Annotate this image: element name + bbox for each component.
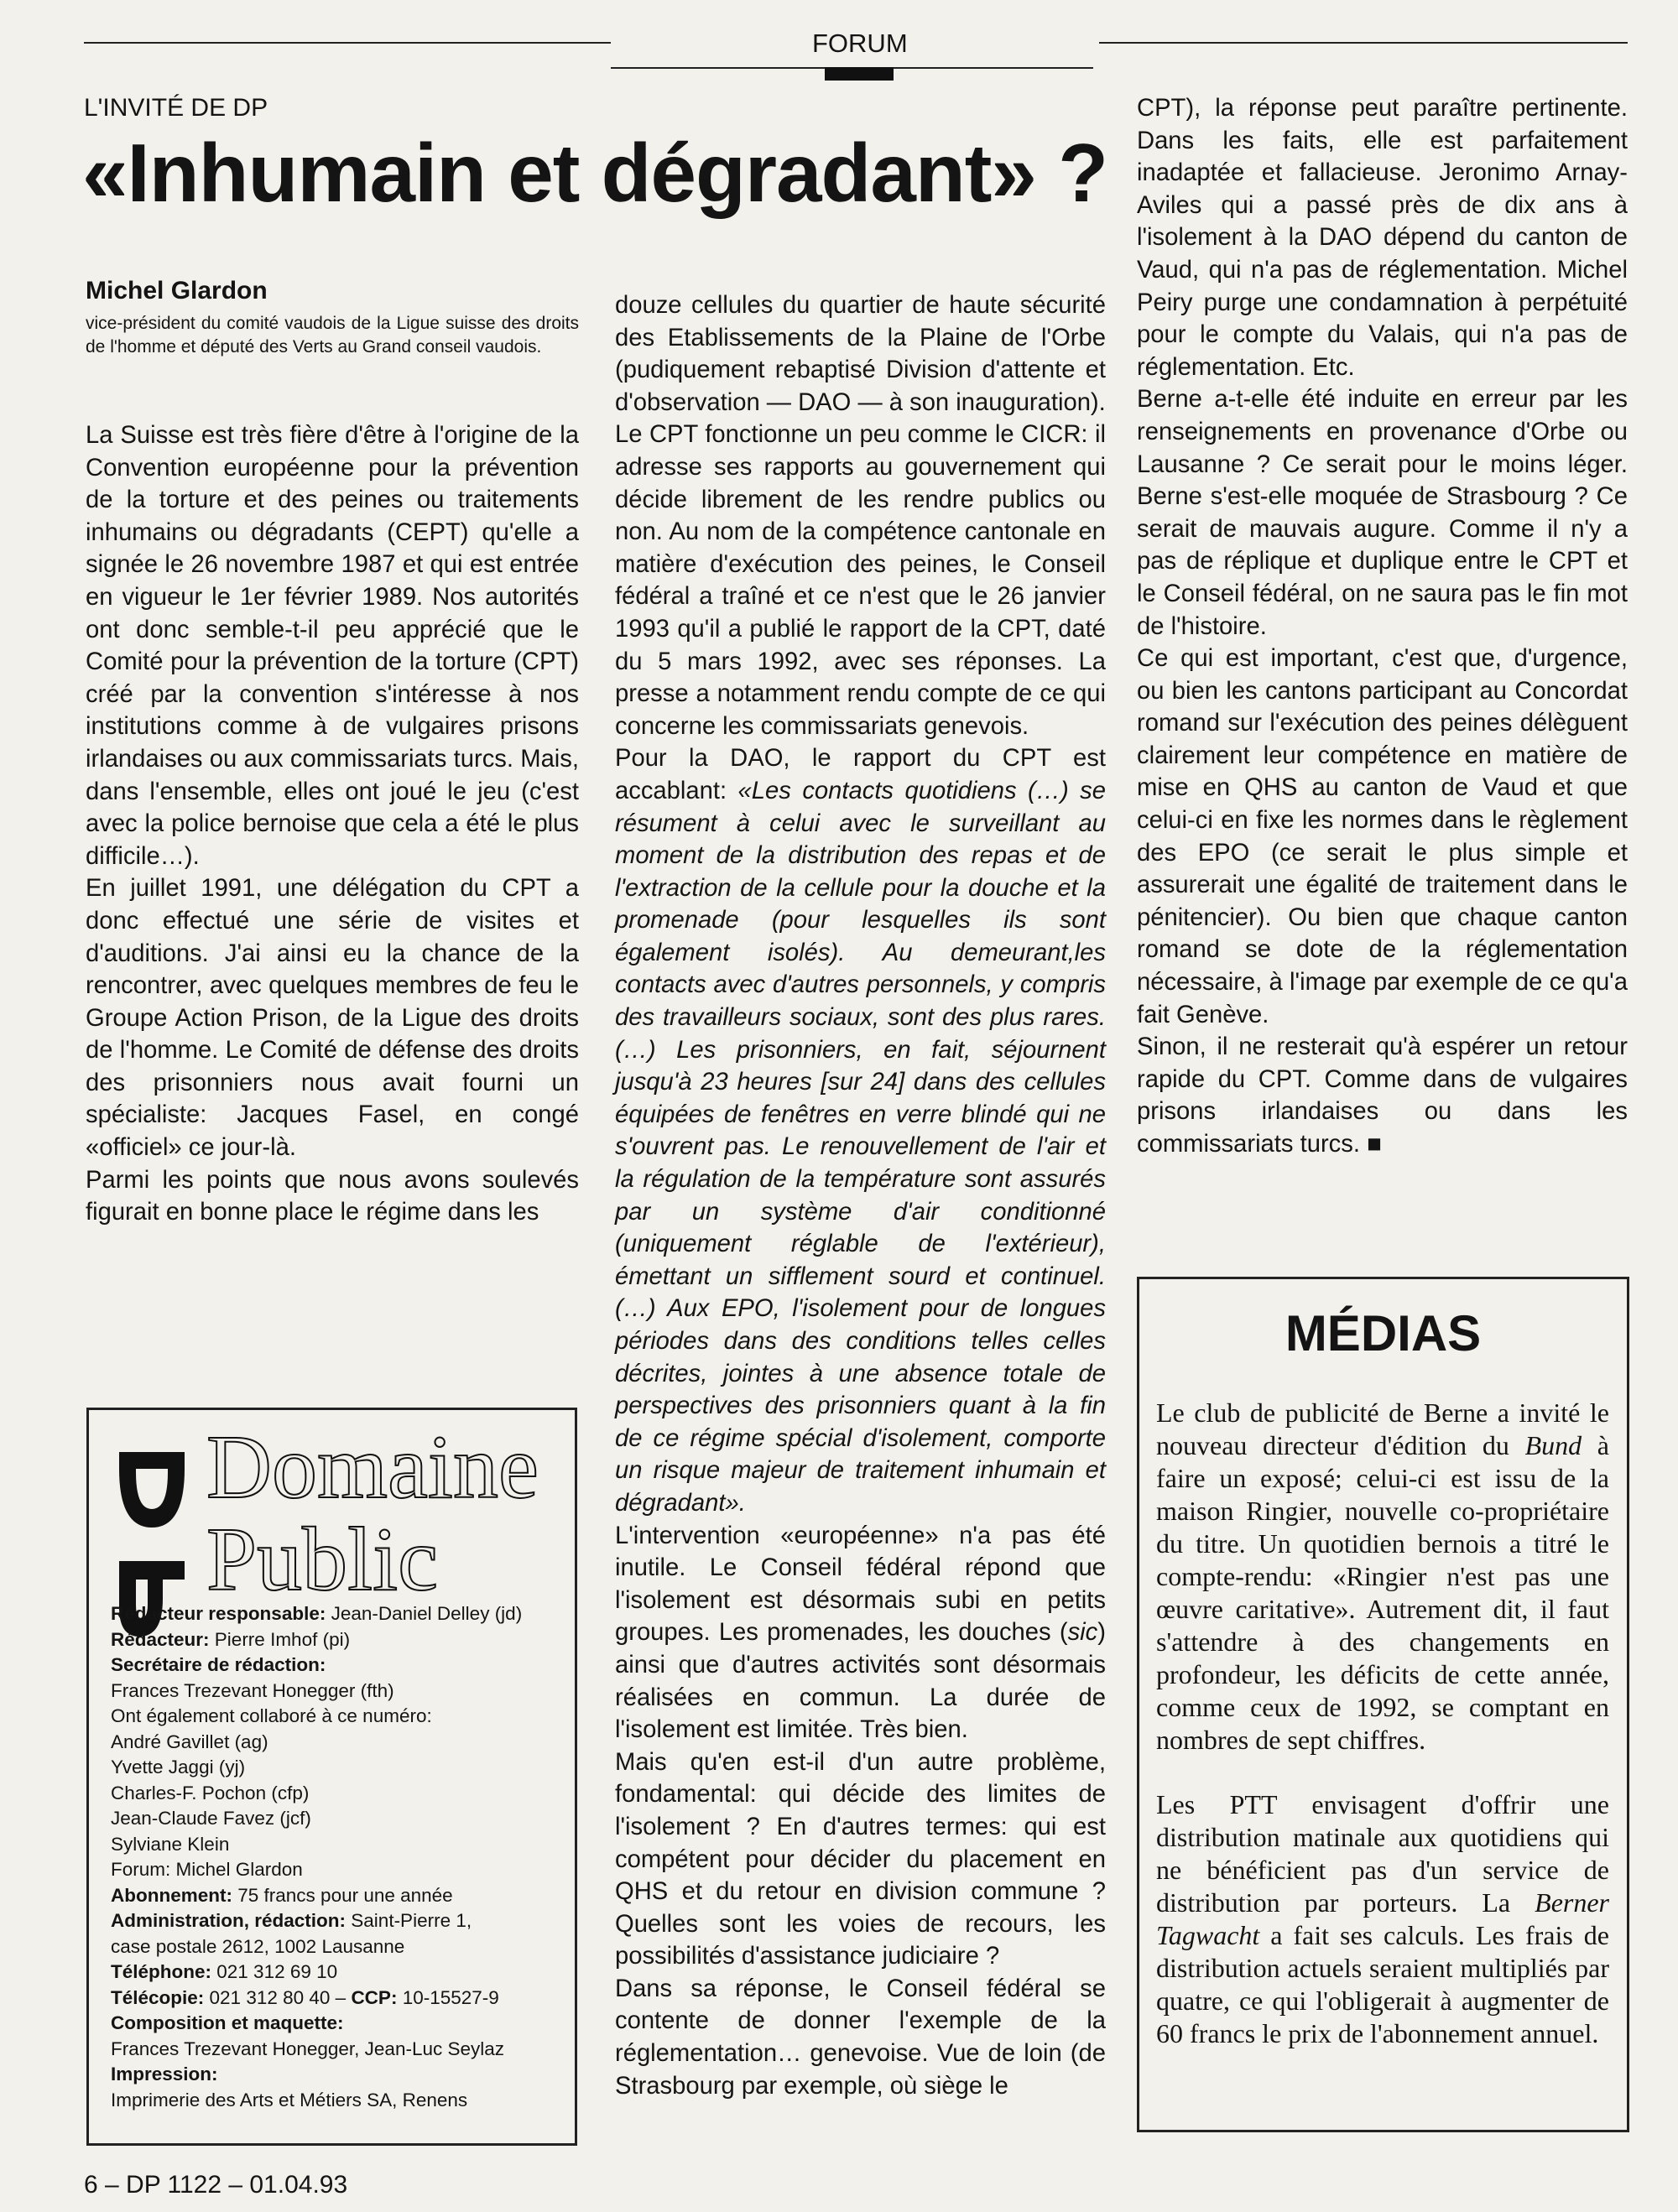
header-rule-left — [84, 42, 611, 44]
quote-lead: Pour la DAO, le rapport du CPT est accablant: — [615, 745, 1106, 804]
masthead-box — [86, 1408, 577, 2146]
credit-line — [111, 1781, 564, 1807]
article-paragraph: En juillet 1991, une délégation du CPT a donc effectué une série de visites et d'auditions. J'ai ainsi eu la chance de la rencontrer, avec quelques membres de feu le Groupe Action Prison, de la Ligue des droits de l'homme. Le Comité de défense des droits des prisonniers nous avait fourni un spécialiste: Jacques Fasel, en congé «officiel» ce jour-là. — [86, 875, 579, 1162]
credit-value: 021 312 80 40 – — [204, 1986, 352, 2008]
credit-line — [111, 2037, 564, 2063]
credit-line — [111, 1679, 564, 1705]
medias-text — [1156, 1397, 1609, 2082]
article-paragraph: La Suisse est très fière d'être à l'origine de la Convention européenne pour la prévention de la torture et des peines ou traitements inhumains ou dégradants (CEPT) qu'elle a signée le 26 novembre 1987 et qui est entrée en vigueur le 1er février 1989. Nos autorités ont donc semble-t-il peu apprécié que le Comité pour la prévention de la torture (CPT) créé par la convention s'intéresse à nos institutions comme à de vulgaires prisons irlandaises ou aux commissariats turcs. Mais, dans l'ensemble, elles ont joué le jeu (c'est avec la police bernoise que cela a été le plus difficile…). — [86, 422, 579, 870]
credit-value: case postale 2612, 1002 Lausanne — [111, 1935, 405, 1957]
credit-value: Charles-F. Pochon (cfp) — [111, 1782, 310, 1803]
text-run: Les PTT envisagent d'offrir une distribution matinale aux quotidiens qui ne bénéficient pas d'un service de distribution par porteurs. La — [1156, 1789, 1609, 1918]
article-paragraph: Le CPT fonctionne un peu comme le CICR: il adresse ses rapports au gouvernement qui décide librement de les rendre publics ou non. Au nom de la compétence cantonale en matière d'exécution des peines, le Conseil fédéral a traîné et ce n'est que le 26 janvier 1993 qu'il a publié le rapport de la CPT, daté du 5 mars 1992, avec ses réponses. La presse a notamment rendu compte de ce qui concerne les commissariats genevois. — [615, 421, 1106, 740]
text-run: Le club de publicité de Berne a invité le nouveau directeur d'édition du — [1156, 1397, 1609, 1460]
article-paragraph: Dans sa réponse, le Conseil fédéral se contente de donner l'exemple de la réglementation… genevoise. Vue de loin (de Strasbourg par exemple, où siège le — [615, 1975, 1106, 2100]
masthead-title-line-1: Domaine — [206, 1418, 539, 1517]
article-paragraph: Mais qu'en est-il d'un autre problème, fondamental: qui décide des limites de l'isolement ? En d'autres termes: qui est compétent pour décider du placement en QHS et du retour en division commune ? Quelles sont les voies de recours, les possibilités d'assistance judiciaire ? — [615, 1748, 1106, 1970]
credit-value: André Gavillet (ag) — [111, 1731, 268, 1752]
credit-value: Jean-Claude Favez (jcf) — [111, 1808, 311, 1829]
credit-label: Abonnement: — [111, 1884, 232, 1906]
publication-name: Bund — [1524, 1430, 1582, 1460]
credit-line — [111, 1986, 564, 2012]
credit-line — [111, 1755, 564, 1781]
credit-value: Sylviane Klein — [111, 1833, 230, 1855]
article-paragraph: douze cellules du quartier de haute sécurité des Etablissements de la Plaine de l'Orbe (pudiquement rebaptisé Division d'attente et d'observation — DAO — à son inauguration). — [615, 292, 1106, 416]
credit-value: Frances Trezevant Honegger, Jean-Luc Seylaz — [111, 2038, 505, 2059]
credit-label: Secrétaire de rédaction: — [111, 1654, 326, 1675]
headline: «Inhumain et dégradant» ? — [82, 127, 1107, 219]
credit-line — [111, 1857, 564, 1883]
credit-line — [111, 1627, 564, 1653]
credit-value: Frances Trezevant Honegger (fth) — [111, 1679, 394, 1701]
credit-value: Ont également collaboré à ce numéro: — [111, 1705, 432, 1726]
credit-value: Saint-Pierre 1, — [346, 1910, 472, 1931]
credit-line — [111, 2011, 564, 2037]
credit-line — [111, 1908, 564, 1934]
credit-value: 75 francs pour une année — [232, 1884, 453, 1906]
article-paragraph: Sinon, il ne resterait qu'à espérer un retour rapide du CPT. Comme dans de vulgaires prisons irlandaises ou dans les commissariats turcs. ■ — [1137, 1033, 1628, 1158]
credit-label: Rédacteur: — [111, 1628, 210, 1650]
article-paragraph: Ce qui est important, c'est que, d'urgence, ou bien les cantons participant au Concordat romand sur l'exécution des peines délèguent clairement leur compétence en matière de mise en QHS au canton de Vaud et que celui-ci en fixe les normes dans le règlement des EPO (ce serait le plus simple et assurerait une égalité de traitement dans le pénitencier). Ou bien que chaque canton romand se dote de la réglementation nécessaire, à l'image par exemple de ce qu'a fait Genève. — [1137, 645, 1628, 1028]
credit-label: Administration, rédaction: — [111, 1910, 347, 1931]
masthead-title — [206, 1418, 539, 1610]
credit-value: Imprimerie des Arts et Métiers SA, Renens — [111, 2089, 468, 2111]
article-paragraph-quote — [615, 742, 1106, 1519]
credit-value: Jean-Daniel Delley (jd) — [326, 1603, 523, 1624]
article-paragraph: Parmi les points que nous avons soulevés figurait en bonne place le régime dans les — [86, 1166, 579, 1226]
article-column-2 — [615, 289, 1106, 2102]
credit-line — [111, 2088, 564, 2114]
masthead-credits — [111, 1601, 564, 2113]
medias-paragraph — [1156, 1788, 1609, 2050]
article-column-1 — [86, 419, 579, 1229]
credit-value: Forum: Michel Glardon — [111, 1859, 303, 1880]
credit-line — [111, 1832, 564, 1858]
publication-name: Berner Tagwacht — [1156, 1887, 1609, 1950]
credit-value: 10-15527-9 — [397, 1986, 499, 2008]
credit-line — [111, 1934, 564, 1960]
credit-line — [111, 2062, 564, 2088]
credit-value: Pierre Imhof (pi) — [209, 1628, 351, 1650]
medias-box — [1137, 1277, 1629, 2132]
credit-label: Composition et maquette: — [111, 2012, 344, 2033]
credit-line — [111, 1652, 564, 1679]
credit-line — [111, 1730, 564, 1756]
text-run: L'intervention «européenne» n'a pas été inutile. Le Conseil fédéral répond que l'isolement est désormais subi en petits groupes. Les promenades, les douches ( — [615, 1522, 1106, 1647]
medias-paragraph — [1156, 1397, 1609, 1757]
sic-note: sic — [1067, 1619, 1098, 1647]
credit-line — [111, 1883, 564, 1909]
author-bio: vice-président du comité vaudois de la Ligue suisse des droits de l'homme et député des Verts au Grand conseil vaudois. — [86, 314, 579, 357]
header-rule-right — [1099, 42, 1628, 44]
medias-title: MÉDIAS — [1285, 1305, 1482, 1361]
article-paragraph — [615, 1520, 1106, 1746]
credit-value: 021 312 69 10 — [211, 1961, 338, 1982]
author-name: Michel Glardon — [86, 277, 268, 304]
section-label: FORUM — [812, 29, 908, 58]
text-run: a fait ses calculs. Les frais de distribution actuels seraient multipliés par quatre, ce qui l'obligerait à augmenter de 60 francs le prix de l'abonnement annuel. — [1156, 1920, 1609, 2048]
credit-label: Téléphone: — [111, 1961, 212, 1982]
text-run: ) ainsi que d'autres activités sont désormais réalisées en commun. La durée de l'isolement est limitée. Très bien. — [615, 1619, 1106, 1744]
credit-line — [111, 1601, 564, 1627]
credit-line — [111, 1960, 564, 1986]
article-paragraph: CPT), la réponse peut paraître pertinente. Dans les faits, elle est parfaitement inadaptée et fallacieuse. Jeronimo Arnay-Aviles qui a passé près de dix ans à l'isolement à la DAO dépend du canton de Vaud, qui n'a pas de réglementation. Michel Peiry purge une condamnation à perpétuité pour le compte du Valais, qui n'a pas de réglementation. Etc. — [1137, 95, 1628, 381]
article-column-3 — [1137, 92, 1628, 1161]
credit-label: CCP: — [351, 1986, 398, 2008]
kicker: L'INVITÉ DE DP — [84, 94, 268, 122]
page-folio: 6 – DP 1122 – 01.04.93 — [84, 2171, 348, 2199]
section-marker — [825, 67, 894, 81]
cpt-report-quote: «Les contacts quotidiens (…) se résument à celui avec le surveillant au moment de la distribution des repas et de l'extraction de la cellule pour la douche et la promenade (pour lesquelles ils sont également isolés). Au demeurant,les contacts avec d'autres personnels, y compris des travailleurs sociaux, sont des plus rares. (…) Les prisonniers, en fait, séjournent jusqu'à 23 heures [sur 24] dans des cellules équipées de fenêtres en verre blindé qui ne s'ouvrent pas. Le renouvellement de l'air et la régulation de la température sont assurés par un système d'air conditionné (uniquement réglable de l'extérieur), émettant un sifflement sourd et continuel. (…) Aux EPO, l'isolement pour de longues périodes dans des conditions telles celles décrites, jointes à une absence totale de perspectives des prisonniers quant à la fin de ce régime spécial d'isolement, comporte un risque majeur de traitement inhumain et dégradant». — [615, 777, 1106, 1517]
article-paragraph: Berne a-t-elle été induite en erreur par les renseignements en provenance d'Orbe ou Lausanne ? Ce serait pour le moins léger. Berne s'est-elle moquée de Strasbourg ? Ce serait de mauvais augure. Comme il n'y a pas de réplique et duplique entre le CPT et le Conseil fédéral, on ne saura pas le fin mot de l'histoire. — [1137, 386, 1628, 640]
text-run: à faire un exposé; celui-ci est issu de la maison Ringier, nouvelle co-propriétaire du titre. Un quotidien bernois a titré le compte-rendu: «Ringier n'est pas une œuvre caritative». Autrement dit, il faut s'attendre à des changements en profondeur, les déficits de cette année, comme ceux de 1992, se comptant en nombres de sept chiffres. — [1156, 1430, 1610, 1755]
credit-value: Yvette Jaggi (yj) — [111, 1757, 246, 1777]
masthead-title-line-2: Public — [206, 1510, 439, 1610]
credit-label: Rédacteur responsable: — [111, 1603, 326, 1624]
credit-line — [111, 1806, 564, 1832]
credit-label: Télécopie: — [111, 1986, 205, 2008]
credit-line — [111, 1704, 564, 1730]
credit-label: Impression: — [111, 2064, 218, 2084]
